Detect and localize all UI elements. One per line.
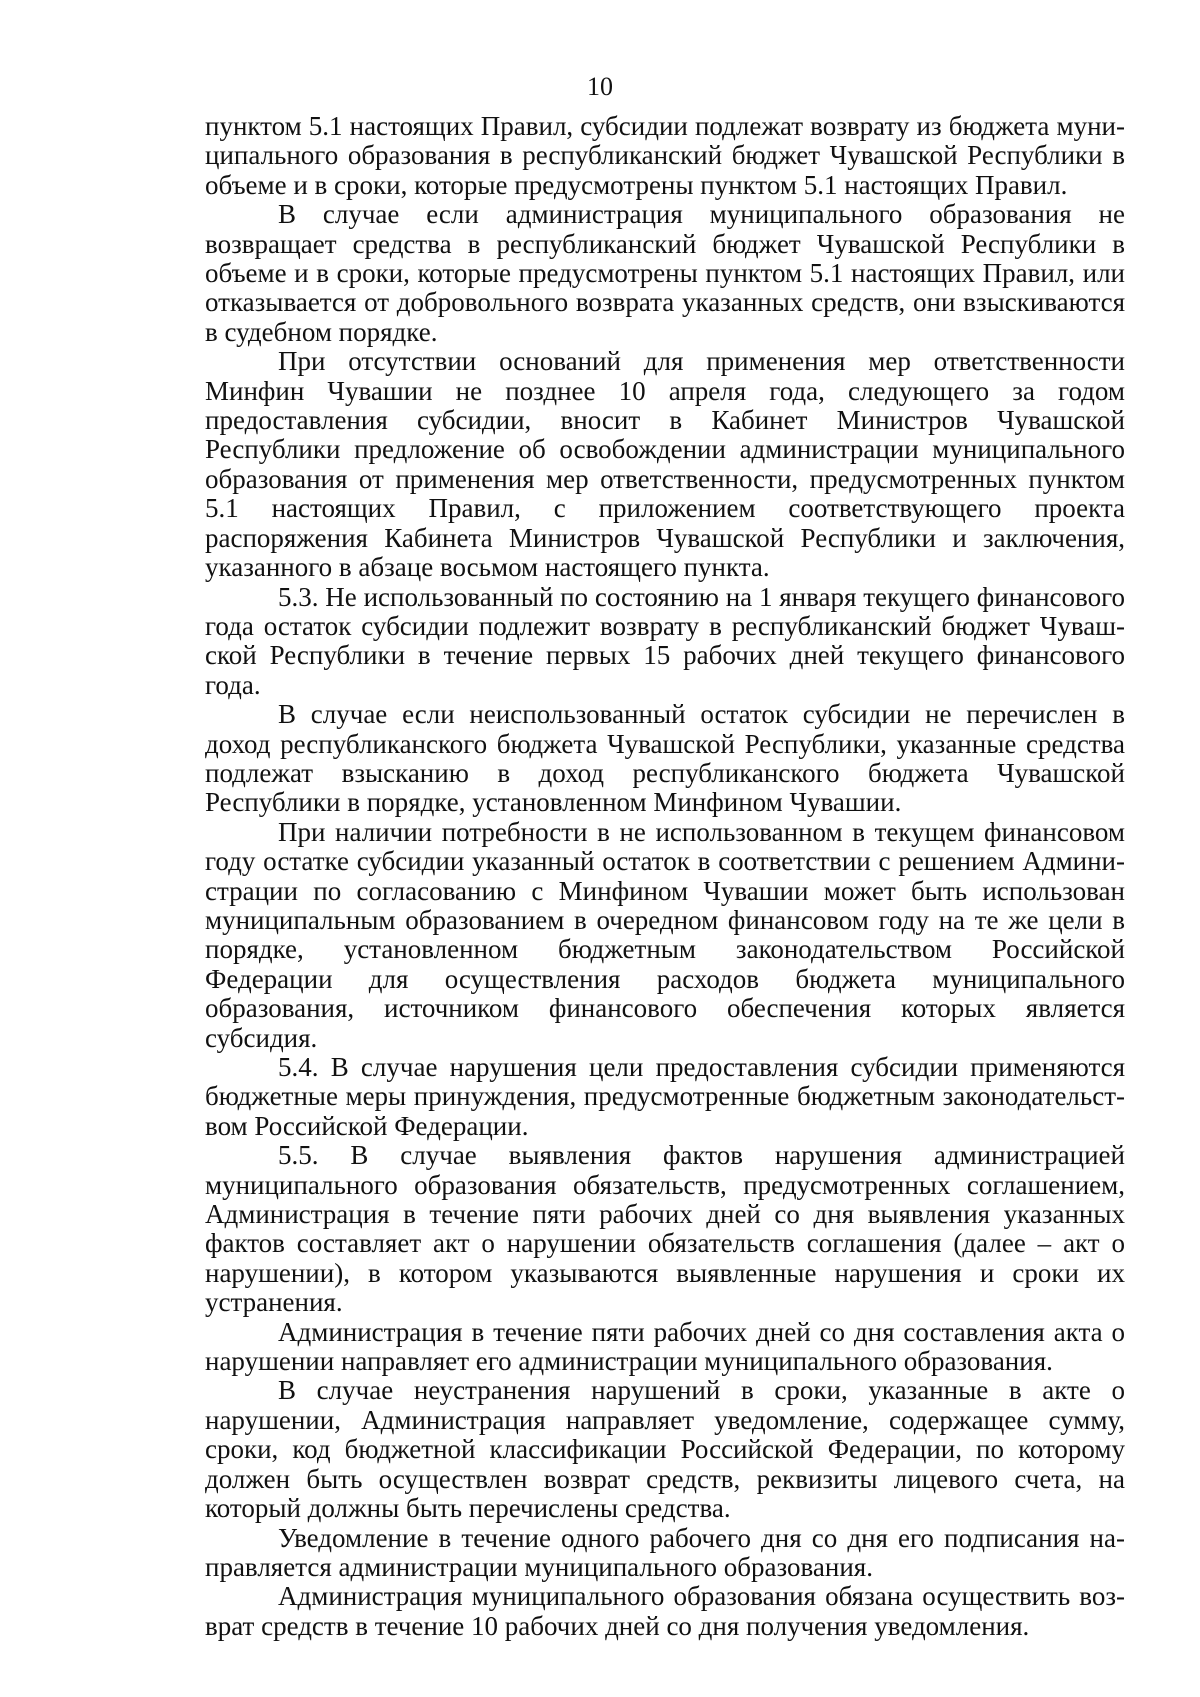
paragraph-7: 5.4. В случае нарушения цели предоставления субсидии применяются бюджетные меры принуждения, предусмотренные бюджетным законодательством Российской Федерации. [205,1052,1125,1141]
paragraph-12: Администрация муниципального образования обязана осуществить возврат средств в течение 10 рабочих дней со дня получения уведомления. [205,1581,1125,1641]
document-body [205,112,1125,1641]
page-number: 10 [587,72,613,101]
paragraph-9: Администрация в течение пяти рабочих дней со дня составления акта о нарушении направляет его администрации муниципального образования. [205,1316,1125,1377]
paragraph-3: При отсутствии оснований для применения мер ответственности Минфин Чувашии не позднее 10 апреля года, следующего за годом предоставления субсидии, вносит в Кабинет Министров Чувашской Республики предложение об освобождении администрации муниципального образования от применения мер ответственности, предусмотренных пунктом 5.1 настоящих Правил, с приложением соответствующего проекта распоряжения Кабинета Министров Чувашской Республики и заключения, указанного в абзаце восьмом настоящего пункта. [205,346,1125,583]
paragraph-10: В случае неустранения нарушений в сроки, указанные в акте о нарушении, Администрация направляет уведомление, содержащее сумму, сроки, код бюджетной классификации Российской Федерации, по которому должен быть осуществлен возврат средств, реквизиты лицевого счета, на который должны быть перечислены средства. [205,1375,1125,1524]
paragraph-2: В случае если администрация муниципального образования не возвращает средства в республиканский бюджет Чувашской Республики в объеме и в сроки, которые предусмотрены пунктом 5.1 настоящих Правил, или отказывается от добровольного возврата указанных средств, они взыскиваются в судебном порядке. [205,199,1125,347]
paragraph-4: 5.3. Не использованный по состоянию на 1 января текущего финансового года остаток субсидии подлежит возврату в республиканский бюджет Чувашской Республики в течение первых 15 рабочих дней текущего финансового года. [205,581,1125,700]
paragraph-11: Уведомление в течение одного рабочего дня со дня его подписания направляется администрации муниципального образования. [205,1522,1125,1582]
paragraph-1: пунктом 5.1 настоящих Правил, субсидии подлежат возврату из бюджета муниципального образования в республиканский бюджет Чувашской Республики в объеме и в сроки, которые предусмотрены пунктом 5.1 настоящих Правил. [205,111,1125,200]
paragraph-5: В случае если неиспользованный остаток субсидии не перечислен в доход республиканского бюджета Чувашской Республики, указанные средства подлежат взысканию в доход республиканского бюджета Чувашской Республики в порядке, установленном Минфином Чувашии. [205,699,1125,818]
paragraph-6: При наличии потребности в не использованном в текущем финансовом году остатке субсидии указанный остаток в соответствии с решением Администрации по согласованию с Минфином Чувашии может быть использован муниципальным образованием в очередном финансовом году на те же цели в порядке, установленном бюджетным законодательством Российской Федерации для осуществления расходов бюджета муниципального образования, источником финансового обеспечения которых является субсидия. [205,816,1125,1053]
paragraph-8: 5.5. В случае выявления фактов нарушения администрацией муниципального образования обязательств, предусмотренных соглашением, Администрация в течение пяти рабочих дней со дня выявления указанных фактов составляет акт о нарушении обязательств соглашения (далее – акт о нарушении), в котором указываются выявленные нарушения и сроки их устранения. [205,1140,1125,1318]
